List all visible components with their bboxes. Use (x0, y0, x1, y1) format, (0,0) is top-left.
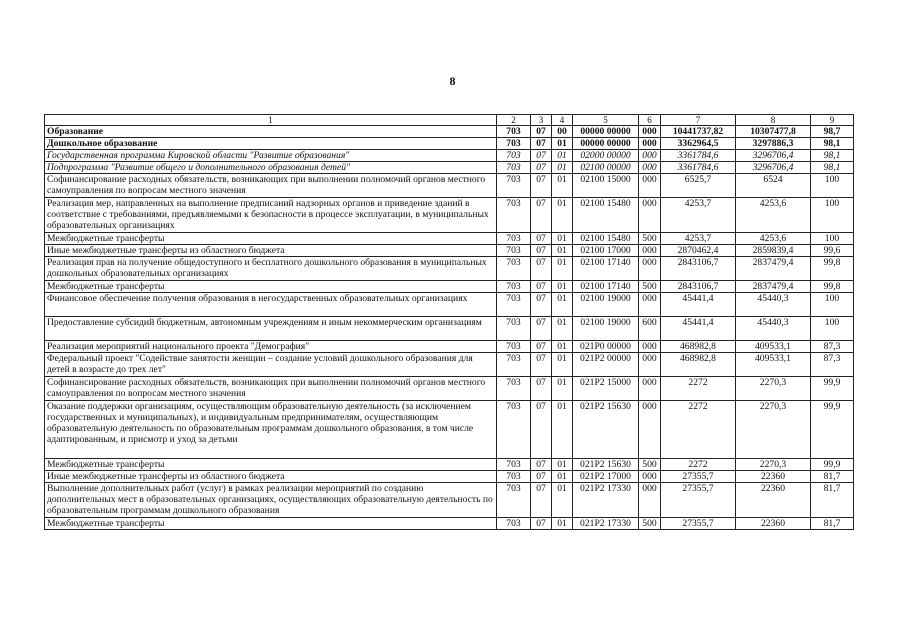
value-percent: 100 (811, 233, 854, 245)
value-type: 500 (639, 281, 661, 293)
value-col4: 01 (552, 174, 573, 198)
value-col2: 703 (497, 317, 531, 341)
value-col2: 703 (497, 377, 531, 401)
value-col4: 01 (552, 162, 573, 174)
value-col2: 703 (497, 245, 531, 257)
table-row (45, 150, 854, 162)
table-row (45, 245, 854, 257)
value-actual: 409533,1 (736, 341, 811, 353)
value-type: 000 (639, 293, 661, 317)
value-code: 02100 19000 (573, 317, 639, 341)
table-row (45, 377, 854, 401)
value-code: 02100 15480 (573, 198, 639, 233)
value-plan: 27355,7 (661, 518, 736, 530)
row-name: Реализация мероприятий национального проекта "Демография" (45, 341, 497, 353)
value-code: 021P2 15630 (573, 459, 639, 471)
table-header-row (45, 115, 854, 126)
value-actual: 3296706,4 (736, 150, 811, 162)
value-actual: 2837479,4 (736, 281, 811, 293)
value-type: 000 (639, 245, 661, 257)
row-name: Реализация прав на получение общедоступного и бесплатного дошкольного образования в муниципальных дошкольных образовательных организациях (45, 257, 497, 281)
value-col3: 07 (531, 126, 552, 138)
value-col2: 703 (497, 293, 531, 317)
row-name: Оказание поддержки организациям, осуществляющим образовательную деятельность (за исключением государственных и муниципальных), и индивидуальным предпринимателям, осуществляющим образовательную деятельность по образовательным программам дошкольного образования, в том числе адаптированным, и присмотр и уход за детьми (45, 401, 497, 459)
row-name: Выполнение дополнительных работ (услуг) в рамках реализации мероприятий по созданию дополнительных мест в образовательных организациях, осуществляющих образовательную деятельность по образовательным программам дошкольного образования (45, 483, 497, 518)
value-col2: 703 (497, 471, 531, 483)
value-actual: 22360 (736, 518, 811, 530)
value-actual: 2270,3 (736, 401, 811, 459)
value-percent: 81,7 (811, 471, 854, 483)
column-header: 9 (811, 115, 854, 126)
value-code: 02100 19000 (573, 293, 639, 317)
table-row (45, 341, 854, 353)
value-col4: 01 (552, 401, 573, 459)
value-type: 500 (639, 233, 661, 245)
value-col3: 07 (531, 150, 552, 162)
value-actual: 2837479,4 (736, 257, 811, 281)
value-col2: 703 (497, 459, 531, 471)
value-plan: 2870462,4 (661, 245, 736, 257)
value-type: 000 (639, 162, 661, 174)
table-row (45, 459, 854, 471)
row-name: Софинансирование расходных обязательств, возникающих при выполнении полномочий органов местного самоуправления по вопросам местного значения (45, 377, 497, 401)
value-type: 500 (639, 518, 661, 530)
value-col3: 07 (531, 483, 552, 518)
row-name: Межбюджетные трансферты (45, 233, 497, 245)
value-actual: 409533,1 (736, 353, 811, 377)
value-actual: 2859839,4 (736, 245, 811, 257)
row-name: Предоставление субсидий бюджетным, автономным учреждениям и иным некоммерческим организациям (45, 317, 497, 341)
table-row (45, 293, 854, 317)
value-percent: 98,7 (811, 126, 854, 138)
value-col3: 07 (531, 198, 552, 233)
value-actual: 22360 (736, 471, 811, 483)
value-col3: 07 (531, 293, 552, 317)
column-header: 1 (45, 115, 497, 126)
value-type: 000 (639, 353, 661, 377)
value-type: 000 (639, 138, 661, 150)
value-code: 021P2 17330 (573, 518, 639, 530)
value-actual: 6524 (736, 174, 811, 198)
value-percent: 87,3 (811, 353, 854, 377)
value-col3: 07 (531, 471, 552, 483)
value-plan: 2843106,7 (661, 281, 736, 293)
column-header: 3 (531, 115, 552, 126)
value-actual: 4253,6 (736, 233, 811, 245)
value-code: 02000 00000 (573, 150, 639, 162)
row-name: Финансовое обеспечение получения образования в негосударственных образовательных организациях (45, 293, 497, 317)
value-code: 02100 00000 (573, 162, 639, 174)
table-row (45, 138, 854, 150)
value-col4: 01 (552, 471, 573, 483)
value-percent: 100 (811, 317, 854, 341)
value-actual: 4253,6 (736, 198, 811, 233)
value-plan: 468982,8 (661, 353, 736, 377)
value-col3: 07 (531, 401, 552, 459)
value-plan: 45441,4 (661, 293, 736, 317)
value-code: 02100 15000 (573, 174, 639, 198)
value-col4: 01 (552, 245, 573, 257)
table-row (45, 233, 854, 245)
row-name: Иные межбюджетные трансферты из областного бюджета (45, 245, 497, 257)
value-type: 000 (639, 198, 661, 233)
value-percent: 99,8 (811, 257, 854, 281)
value-col3: 07 (531, 341, 552, 353)
value-col3: 07 (531, 245, 552, 257)
value-col2: 703 (497, 138, 531, 150)
value-col4: 01 (552, 518, 573, 530)
table-row (45, 317, 854, 341)
column-header: 8 (736, 115, 811, 126)
value-actual: 2270,3 (736, 377, 811, 401)
value-code: 02100 17140 (573, 281, 639, 293)
table-row (45, 471, 854, 483)
value-col4: 01 (552, 377, 573, 401)
value-plan: 45441,4 (661, 317, 736, 341)
value-plan: 10441737,82 (661, 126, 736, 138)
value-col2: 703 (497, 162, 531, 174)
value-col2: 703 (497, 233, 531, 245)
row-name: Федеральный проект "Содействие занятости женщин – создание условий дошкольного образования для детей в возрасте до трех лет" (45, 353, 497, 377)
value-plan: 3361784,6 (661, 150, 736, 162)
table-body (45, 126, 854, 530)
value-col2: 703 (497, 281, 531, 293)
value-type: 600 (639, 317, 661, 341)
value-percent: 98,1 (811, 138, 854, 150)
row-name: Иные межбюджетные трансферты из областного бюджета (45, 471, 497, 483)
row-name: Подпрограмма "Развитие общего и дополнительного образования детей" (45, 162, 497, 174)
value-type: 000 (639, 377, 661, 401)
value-type: 500 (639, 459, 661, 471)
value-plan: 27355,7 (661, 483, 736, 518)
value-col2: 703 (497, 126, 531, 138)
value-col4: 01 (552, 233, 573, 245)
value-col3: 07 (531, 317, 552, 341)
value-percent: 81,7 (811, 518, 854, 530)
value-col2: 703 (497, 257, 531, 281)
value-plan: 27355,7 (661, 471, 736, 483)
value-col4: 00 (552, 126, 573, 138)
value-plan: 2272 (661, 401, 736, 459)
value-col2: 703 (497, 518, 531, 530)
value-percent: 100 (811, 293, 854, 317)
value-col4: 01 (552, 459, 573, 471)
value-col4: 01 (552, 293, 573, 317)
value-percent: 87,3 (811, 341, 854, 353)
value-col4: 01 (552, 138, 573, 150)
value-col4: 01 (552, 150, 573, 162)
value-percent: 81,7 (811, 483, 854, 518)
value-percent: 100 (811, 174, 854, 198)
value-type: 000 (639, 257, 661, 281)
value-code: 021P0 00000 (573, 341, 639, 353)
value-code: 021P2 00000 (573, 353, 639, 377)
value-col3: 07 (531, 233, 552, 245)
value-type: 000 (639, 483, 661, 518)
value-plan: 2272 (661, 459, 736, 471)
value-col2: 703 (497, 198, 531, 233)
row-name: Образование (45, 126, 497, 138)
column-header: 4 (552, 115, 573, 126)
value-actual: 3296706,4 (736, 162, 811, 174)
value-plan: 468982,8 (661, 341, 736, 353)
row-name: Межбюджетные трансферты (45, 281, 497, 293)
value-col4: 01 (552, 353, 573, 377)
value-plan: 4253,7 (661, 233, 736, 245)
value-code: 02100 17140 (573, 257, 639, 281)
value-code: 021P2 17000 (573, 471, 639, 483)
value-actual: 2270,3 (736, 459, 811, 471)
value-plan: 3362964,5 (661, 138, 736, 150)
value-actual: 3297886,3 (736, 138, 811, 150)
value-percent: 98,1 (811, 162, 854, 174)
value-col3: 07 (531, 518, 552, 530)
table-row (45, 198, 854, 233)
value-col3: 07 (531, 162, 552, 174)
value-col4: 01 (552, 317, 573, 341)
value-actual: 45440,3 (736, 293, 811, 317)
column-header: 5 (573, 115, 639, 126)
value-type: 000 (639, 126, 661, 138)
row-name: Государственная программа Кировской области "Развитие образования" (45, 150, 497, 162)
value-percent: 100 (811, 198, 854, 233)
value-col2: 703 (497, 401, 531, 459)
value-col2: 703 (497, 150, 531, 162)
value-plan: 3361784,6 (661, 162, 736, 174)
value-col3: 07 (531, 138, 552, 150)
value-actual: 10307477,8 (736, 126, 811, 138)
page-number: 8 (449, 74, 456, 88)
value-percent: 99,9 (811, 377, 854, 401)
value-type: 000 (639, 401, 661, 459)
column-header: 6 (639, 115, 661, 126)
value-col2: 703 (497, 174, 531, 198)
value-percent: 99,6 (811, 245, 854, 257)
value-col3: 07 (531, 459, 552, 471)
table-row (45, 174, 854, 198)
value-code: 021P2 15000 (573, 377, 639, 401)
row-name: Межбюджетные трансферты (45, 518, 497, 530)
value-plan: 4253,7 (661, 198, 736, 233)
table-row (45, 483, 854, 518)
value-code: 00000 00000 (573, 126, 639, 138)
value-col4: 01 (552, 483, 573, 518)
row-name: Реализация мер, направленных на выполнение предписаний надзорных органов и приведение зданий в соответствие с требованиями, предъявляемыми к безопасности в процессе эксплуатации, в муниципальных образовательных организациях (45, 198, 497, 233)
value-code: 021P2 15630 (573, 401, 639, 459)
table-row (45, 257, 854, 281)
value-col3: 07 (531, 257, 552, 281)
value-actual: 22360 (736, 483, 811, 518)
value-plan: 2272 (661, 377, 736, 401)
table-row (45, 353, 854, 377)
value-col3: 07 (531, 281, 552, 293)
column-header: 7 (661, 115, 736, 126)
value-type: 000 (639, 471, 661, 483)
table-row (45, 401, 854, 459)
value-col4: 01 (552, 257, 573, 281)
value-code: 021P2 17330 (573, 483, 639, 518)
table-row (45, 126, 854, 138)
value-col2: 703 (497, 341, 531, 353)
column-header: 2 (497, 115, 531, 126)
table-row (45, 281, 854, 293)
value-col3: 07 (531, 353, 552, 377)
value-actual: 45440,3 (736, 317, 811, 341)
value-plan: 2843106,7 (661, 257, 736, 281)
value-col3: 07 (531, 377, 552, 401)
value-col4: 01 (552, 281, 573, 293)
value-percent: 99,9 (811, 401, 854, 459)
value-col4: 01 (552, 341, 573, 353)
value-col2: 703 (497, 483, 531, 518)
value-type: 000 (639, 341, 661, 353)
value-percent: 99,9 (811, 459, 854, 471)
value-col4: 01 (552, 198, 573, 233)
row-name: Дошкольное образование (45, 138, 497, 150)
value-percent: 99,8 (811, 281, 854, 293)
value-code: 02100 15480 (573, 233, 639, 245)
value-percent: 98,1 (811, 150, 854, 162)
value-code: 00000 00000 (573, 138, 639, 150)
table-row (45, 162, 854, 174)
table-row (45, 518, 854, 530)
value-col2: 703 (497, 353, 531, 377)
row-name: Софинансирование расходных обязательств, возникающих при выполнении полномочий органов местного самоуправления по вопросам местного значения (45, 174, 497, 198)
value-col3: 07 (531, 174, 552, 198)
value-type: 000 (639, 174, 661, 198)
budget-table (44, 114, 854, 530)
value-code: 02100 17000 (573, 245, 639, 257)
value-plan: 6525,7 (661, 174, 736, 198)
row-name: Межбюджетные трансферты (45, 459, 497, 471)
value-type: 000 (639, 150, 661, 162)
